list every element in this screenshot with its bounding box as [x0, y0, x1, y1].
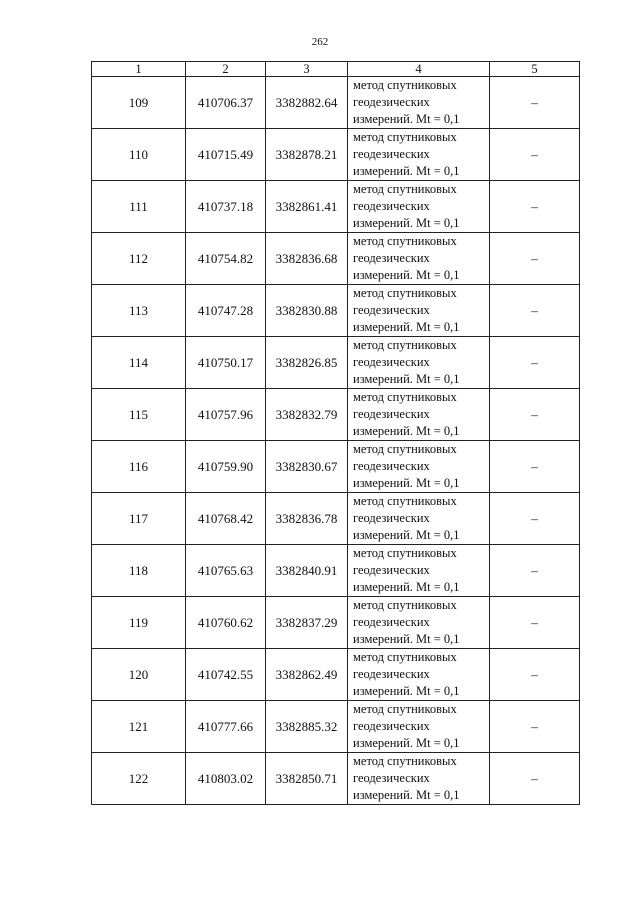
method-cell: [348, 181, 490, 233]
method-text-line: геодезических: [353, 511, 430, 525]
table-row: [92, 129, 580, 181]
method-cell: [348, 77, 490, 129]
method-text-line: измерений. Mt = 0,1: [353, 528, 460, 542]
point-number-cell: 118: [92, 545, 186, 597]
note-cell: –: [490, 493, 580, 545]
table-row: [92, 493, 580, 545]
method-text-line: измерений. Mt = 0,1: [353, 164, 460, 178]
y-coordinate-cell: 3382830.88: [266, 285, 348, 337]
method-cell: [348, 545, 490, 597]
method-text-line: метод спутниковых: [353, 494, 457, 508]
method-cell: [348, 129, 490, 181]
method-text-line: геодезических: [353, 771, 430, 785]
method-text-line: геодезических: [353, 719, 430, 733]
x-coordinate-cell: 410706.37: [186, 77, 266, 129]
x-coordinate-cell: 410757.96: [186, 389, 266, 441]
table-header-row: [92, 62, 580, 77]
x-coordinate-cell: 410747.28: [186, 285, 266, 337]
method-text-line: измерений. Mt = 0,1: [353, 112, 460, 126]
point-number-cell: 114: [92, 337, 186, 389]
method-text-line: геодезических: [353, 251, 430, 265]
table-row: [92, 285, 580, 337]
method-text-line: метод спутниковых: [353, 702, 457, 716]
method-text-line: метод спутниковых: [353, 338, 457, 352]
y-coordinate-cell: 3382862.49: [266, 649, 348, 701]
method-text-line: метод спутниковых: [353, 286, 457, 300]
point-number-cell: 119: [92, 597, 186, 649]
method-text-line: метод спутниковых: [353, 442, 457, 456]
point-number-cell: 109: [92, 77, 186, 129]
method-cell: [348, 441, 490, 493]
x-coordinate-cell: 410777.66: [186, 701, 266, 753]
x-coordinate-cell: 410750.17: [186, 337, 266, 389]
method-text-line: измерений. Mt = 0,1: [353, 788, 460, 802]
point-number-cell: 112: [92, 233, 186, 285]
method-text-line: измерений. Mt = 0,1: [353, 736, 460, 750]
method-text-line: метод спутниковых: [353, 650, 457, 664]
table-row: [92, 649, 580, 701]
y-coordinate-cell: 3382826.85: [266, 337, 348, 389]
method-text-line: геодезических: [353, 407, 430, 421]
table-row: [92, 753, 580, 805]
x-coordinate-cell: 410715.49: [186, 129, 266, 181]
point-number-cell: 115: [92, 389, 186, 441]
method-text-line: метод спутниковых: [353, 182, 457, 196]
method-text-line: метод спутниковых: [353, 754, 457, 768]
x-coordinate-cell: 410765.63: [186, 545, 266, 597]
note-cell: –: [490, 545, 580, 597]
method-text-line: геодезических: [353, 459, 430, 473]
column-header-2: 2: [186, 62, 266, 77]
x-coordinate-cell: 410737.18: [186, 181, 266, 233]
method-text-line: измерений. Mt = 0,1: [353, 580, 460, 594]
method-text-line: метод спутниковых: [353, 130, 457, 144]
y-coordinate-cell: 3382850.71: [266, 753, 348, 805]
method-text-line: метод спутниковых: [353, 598, 457, 612]
table-row: [92, 597, 580, 649]
y-coordinate-cell: 3382878.21: [266, 129, 348, 181]
y-coordinate-cell: 3382836.68: [266, 233, 348, 285]
table-row: [92, 389, 580, 441]
note-cell: –: [490, 389, 580, 441]
x-coordinate-cell: 410768.42: [186, 493, 266, 545]
method-cell: [348, 649, 490, 701]
table-row: [92, 181, 580, 233]
table-row: [92, 77, 580, 129]
note-cell: –: [490, 597, 580, 649]
y-coordinate-cell: 3382882.64: [266, 77, 348, 129]
method-text-line: геодезических: [353, 615, 430, 629]
method-text-line: метод спутниковых: [353, 78, 457, 92]
table-row: [92, 233, 580, 285]
note-cell: –: [490, 649, 580, 701]
note-cell: –: [490, 753, 580, 805]
method-cell: [348, 233, 490, 285]
method-text-line: измерений. Mt = 0,1: [353, 268, 460, 282]
method-text-line: геодезических: [353, 355, 430, 369]
method-text-line: измерений. Mt = 0,1: [353, 216, 460, 230]
point-number-cell: 116: [92, 441, 186, 493]
point-number-cell: 122: [92, 753, 186, 805]
column-header-1: 1: [92, 62, 186, 77]
note-cell: –: [490, 285, 580, 337]
method-text-line: геодезических: [353, 303, 430, 317]
method-cell: [348, 753, 490, 805]
point-number-cell: 113: [92, 285, 186, 337]
method-text-line: измерений. Mt = 0,1: [353, 320, 460, 334]
y-coordinate-cell: 3382840.91: [266, 545, 348, 597]
x-coordinate-cell: 410803.02: [186, 753, 266, 805]
method-text-line: геодезических: [353, 563, 430, 577]
y-coordinate-cell: 3382832.79: [266, 389, 348, 441]
x-coordinate-cell: 410742.55: [186, 649, 266, 701]
x-coordinate-cell: 410759.90: [186, 441, 266, 493]
point-number-cell: 111: [92, 181, 186, 233]
note-cell: –: [490, 441, 580, 493]
note-cell: –: [490, 181, 580, 233]
point-number-cell: 117: [92, 493, 186, 545]
method-cell: [348, 285, 490, 337]
note-cell: –: [490, 233, 580, 285]
y-coordinate-cell: 3382837.29: [266, 597, 348, 649]
column-header-3: 3: [266, 62, 348, 77]
column-header-4: 4: [348, 62, 490, 77]
method-text-line: измерений. Mt = 0,1: [353, 372, 460, 386]
y-coordinate-cell: 3382836.78: [266, 493, 348, 545]
table-row: [92, 545, 580, 597]
method-text-line: метод спутниковых: [353, 546, 457, 560]
table-row: [92, 441, 580, 493]
x-coordinate-cell: 410760.62: [186, 597, 266, 649]
note-cell: –: [490, 337, 580, 389]
column-header-5: 5: [490, 62, 580, 77]
method-text-line: измерений. Mt = 0,1: [353, 684, 460, 698]
method-text-line: геодезических: [353, 95, 430, 109]
method-cell: [348, 389, 490, 441]
method-text-line: измерений. Mt = 0,1: [353, 632, 460, 646]
point-number-cell: 120: [92, 649, 186, 701]
coordinates-table: [91, 61, 580, 805]
y-coordinate-cell: 3382861.41: [266, 181, 348, 233]
page-number: 262: [311, 36, 329, 48]
method-cell: [348, 597, 490, 649]
method-text-line: геодезических: [353, 147, 430, 161]
method-cell: [348, 493, 490, 545]
note-cell: –: [490, 77, 580, 129]
note-cell: –: [490, 129, 580, 181]
method-cell: [348, 337, 490, 389]
method-text-line: метод спутниковых: [353, 390, 457, 404]
method-text-line: измерений. Mt = 0,1: [353, 476, 460, 490]
table-row: [92, 337, 580, 389]
y-coordinate-cell: 3382885.32: [266, 701, 348, 753]
method-text-line: метод спутниковых: [353, 234, 457, 248]
method-text-line: измерений. Mt = 0,1: [353, 424, 460, 438]
method-text-line: геодезических: [353, 199, 430, 213]
method-cell: [348, 701, 490, 753]
note-cell: –: [490, 701, 580, 753]
method-text-line: геодезических: [353, 667, 430, 681]
y-coordinate-cell: 3382830.67: [266, 441, 348, 493]
table-row: [92, 701, 580, 753]
point-number-cell: 110: [92, 129, 186, 181]
point-number-cell: 121: [92, 701, 186, 753]
x-coordinate-cell: 410754.82: [186, 233, 266, 285]
